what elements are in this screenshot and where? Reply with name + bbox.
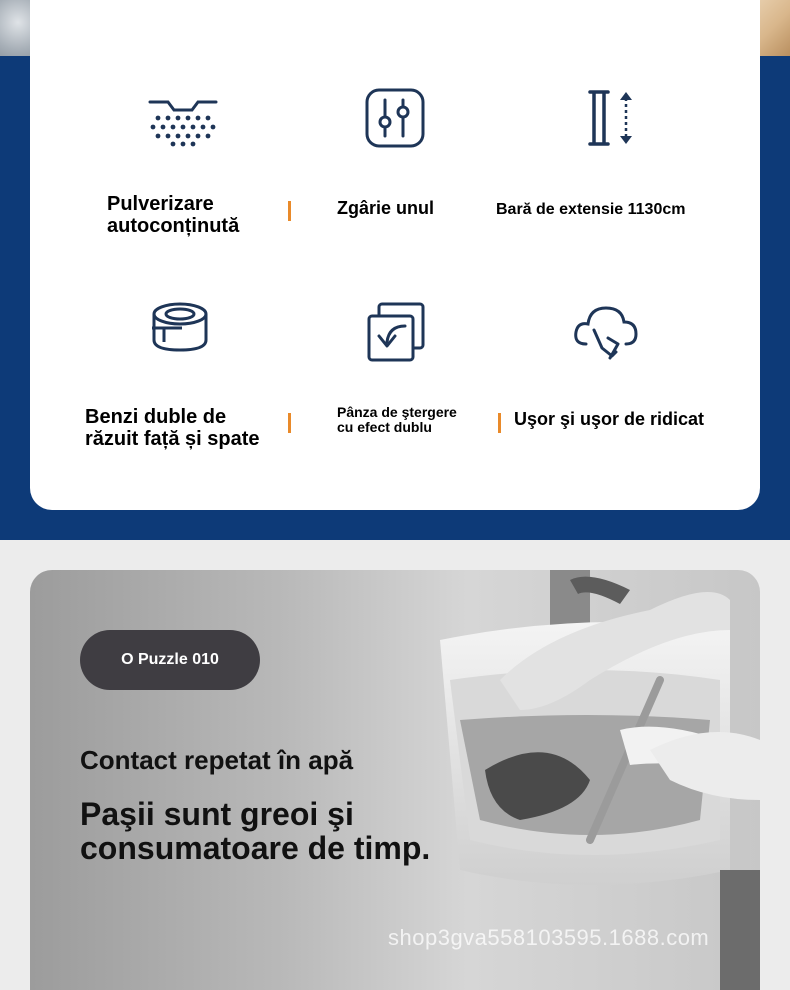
feature-label-cloth-line2: cu efect dublu: [337, 419, 432, 436]
banner-headline-line1: Paşii sunt greoi şi: [80, 796, 354, 832]
extension-bar-icon: [586, 88, 636, 148]
adjustment-sliders-icon: [365, 88, 425, 148]
feature-label-lightweight: Uşor şi uşor de ridicat: [514, 409, 705, 429]
feature-label-double-strips-line2: răzuit față și spate: [85, 428, 260, 450]
feature-card: [30, 0, 760, 510]
feature-label-cloth-line1: Pânza de ştergere: [337, 404, 457, 420]
banner-subtitle: Contact repetat în apă: [80, 745, 354, 775]
watermark-text: shop3gva558103595.1688.com: [388, 925, 710, 950]
feature-label-double-strips: [85, 406, 260, 450]
feature-divider: [498, 413, 501, 433]
model-badge: O Puzzle 010: [80, 630, 260, 690]
feature-label-cloth: [337, 405, 457, 436]
feature-label-double-strips-line1: Benzi duble de: [85, 406, 227, 428]
spray-nozzle-icon: [148, 98, 218, 150]
feature-divider: [288, 413, 291, 433]
scraper-strip-roll-icon: [150, 300, 210, 356]
feature-label-extension-bar: Bară de extensie 1130cm: [496, 201, 686, 218]
feature-divider: [288, 201, 291, 221]
banner-headline: [80, 798, 500, 865]
feature-label-scrape: Zgârie unul: [337, 198, 435, 218]
swap-cloth-icon: [365, 302, 427, 364]
feature-label-spray-line1: Pulverizare: [107, 193, 214, 215]
lightweight-cloud-icon: [572, 300, 640, 368]
banner-headline-line2: consumatoare de timp.: [80, 829, 431, 866]
feature-label-spray-line2: autoconținută: [107, 215, 240, 237]
feature-label-spray: [107, 193, 239, 237]
